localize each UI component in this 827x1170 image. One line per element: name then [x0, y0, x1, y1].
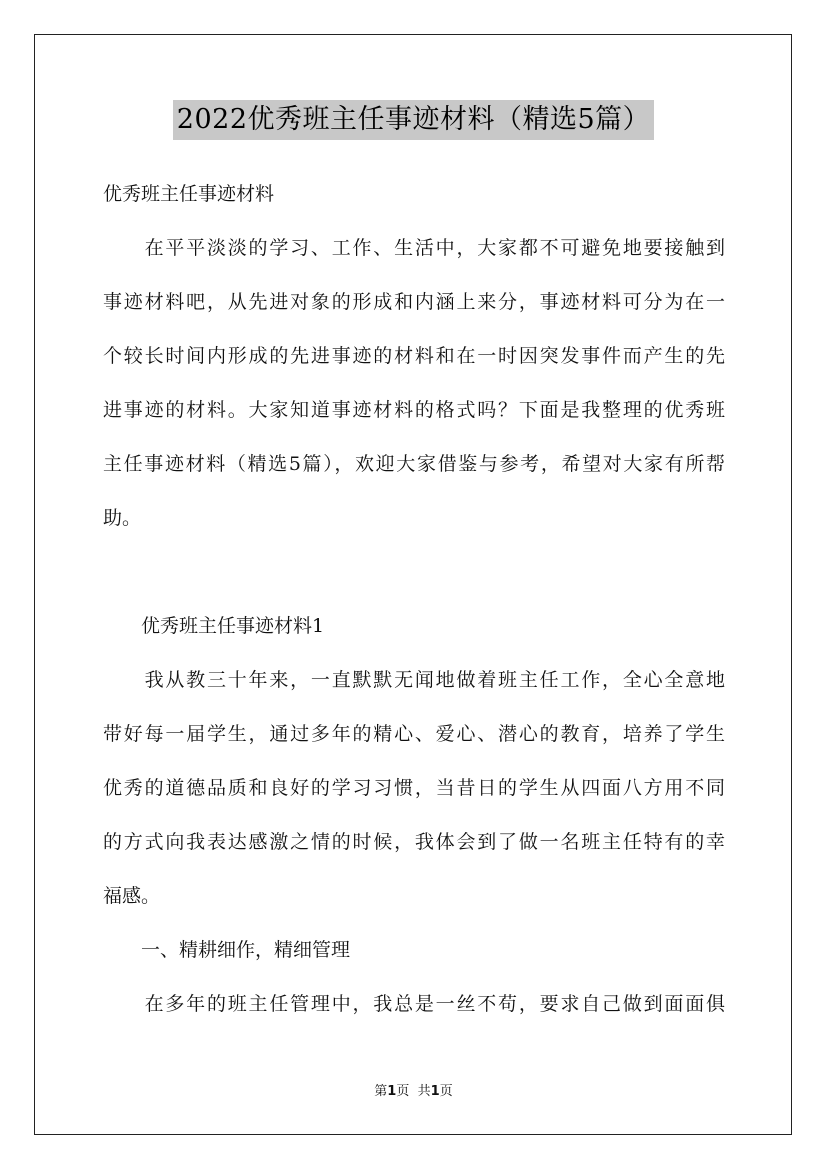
- document-title: 2022优秀班主任事迹材料（精选5篇）: [173, 100, 654, 140]
- intro-line: 主任事迹材料（精选5篇），欢迎大家借鉴与参考，希望对大家有所帮: [103, 453, 725, 475]
- page-footer: [0, 1083, 827, 1101]
- article-line: 的方式向我表达感激之情的时候，我体会到了做一名班主任特有的幸: [103, 831, 725, 853]
- footer-total-suffix: 页: [439, 1084, 453, 1099]
- intro-line: 在平平淡淡的学习、工作、生活中，大家都不可避免地要接触到: [103, 237, 725, 259]
- article-line: 带好每一届学生，通过多年的精心、爱心、潜心的教育，培养了学生: [103, 723, 725, 745]
- intro-line: 事迹材料吧，从先进对象的形成和内涵上来分，事迹材料可分为在一: [103, 291, 725, 313]
- article-line: 在多年的班主任管理中，我总是一丝不苟，要求自己做到面面俱: [103, 993, 725, 1015]
- footer-page-suffix: 页: [396, 1084, 410, 1099]
- footer-total-prefix: 共: [417, 1084, 431, 1099]
- footer-total-number: 1: [430, 1084, 440, 1099]
- title-wrap: [0, 100, 827, 140]
- intro-line: 个较长时间内形成的先进事迹的材料和在一时因突发事件而产生的先: [103, 345, 725, 367]
- subheading: 一、精耕细作，精细管理: [103, 939, 351, 961]
- article-line: 福感。: [103, 885, 161, 907]
- intro-line: 进事迹的材料。大家知道事迹材料的格式吗？下面是我整理的优秀班: [103, 399, 725, 421]
- intro-line: 助。: [103, 507, 142, 529]
- article-line: 优秀的道德品质和良好的学习习惯，当昔日的学生从四面八方用不同: [103, 777, 725, 799]
- article-line: 我从教三十年来，一直默默无闻地做着班主任工作，全心全意地: [103, 669, 725, 691]
- section-heading: 优秀班主任事迹材料: [103, 183, 275, 205]
- footer-page-prefix: 第: [374, 1084, 388, 1099]
- article-heading: 优秀班主任事迹材料1: [103, 615, 325, 637]
- footer-page-number: 1: [387, 1084, 397, 1099]
